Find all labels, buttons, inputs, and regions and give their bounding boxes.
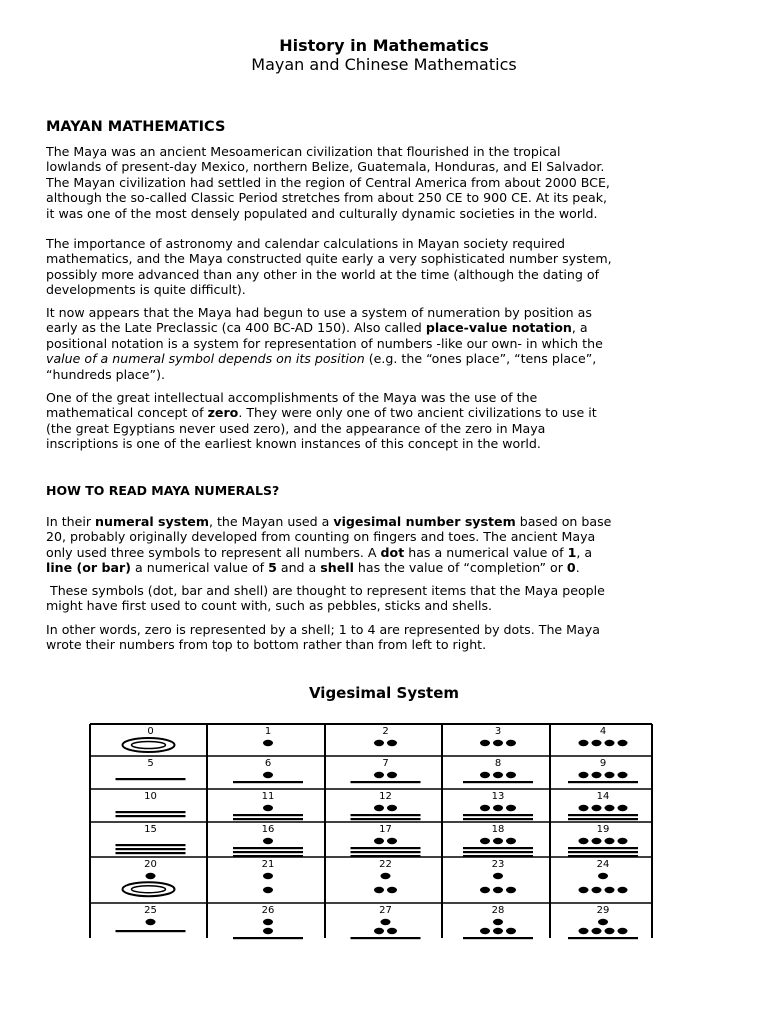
document-title: History in Mathematics [279, 36, 489, 55]
text-span: based on base [515, 514, 612, 529]
numeral-label: 29 [596, 905, 610, 916]
text-span: , the Mayan used a [208, 514, 334, 529]
maya-dot [579, 740, 589, 746]
table-title: Vigesimal System [308, 684, 460, 702]
text-span: , a [571, 320, 588, 336]
maya-dot [592, 740, 602, 746]
text-span: (e.g. the “ones place”, “tens place”, [364, 351, 597, 367]
maya-dot [506, 928, 516, 934]
maya-dot [374, 838, 384, 844]
maya-dot [618, 928, 628, 934]
maya-bar [463, 937, 533, 939]
maya-bar [568, 855, 638, 857]
numeral-label: 12 [379, 791, 392, 802]
section-heading-mayan-mathematics: MAYAN MATHEMATICS [46, 119, 226, 135]
maya-dot [605, 928, 615, 934]
maya-dot [592, 838, 602, 844]
maya-bar [233, 781, 303, 783]
maya-dot [146, 919, 156, 925]
numeral-label: 13 [491, 791, 505, 802]
text-line: it was one of the most densely populated and culturally dynamic societies in the world. [46, 205, 598, 221]
maya-dot [618, 740, 628, 746]
maya-dot [506, 887, 516, 893]
maya-bar [233, 847, 303, 849]
numeral-label: 21 [261, 859, 275, 870]
text-line: The Mayan civilization had settled in the region of Central America from about 2000 BCE, [46, 174, 610, 190]
maya-dot [493, 740, 503, 746]
maya-bar [116, 778, 186, 780]
maya-bar [568, 781, 638, 783]
maya-dot [506, 838, 516, 844]
maya-bar [116, 811, 186, 813]
numeral-label: 27 [379, 905, 392, 916]
maya-dot [263, 928, 273, 934]
maya-dot [387, 928, 397, 934]
numeral-label: 2 [382, 726, 389, 737]
maya-dot [579, 805, 589, 811]
numeral-label: 24 [596, 859, 610, 870]
maya-bar [463, 847, 533, 849]
document-subtitle: Mayan and Chinese Mathematics [251, 55, 517, 74]
numeral-label: 1 [264, 726, 272, 737]
maya-bar [463, 855, 533, 857]
numeral-label: 9 [599, 758, 607, 769]
maya-dot [387, 772, 397, 778]
maya-bar [116, 852, 186, 854]
maya-dot [387, 740, 397, 746]
maya-shell [123, 882, 175, 896]
maya-bar [351, 818, 421, 820]
maya-bar [351, 937, 421, 939]
numeral-label: 26 [261, 905, 275, 916]
maya-bar [351, 814, 421, 816]
numeral-label: 16 [261, 824, 275, 835]
maya-bar [233, 818, 303, 820]
maya-dot [387, 805, 397, 811]
maya-bar [233, 855, 303, 857]
maya-dot [506, 740, 516, 746]
maya-dot [605, 772, 615, 778]
text-span: has the value of “completion” or [353, 560, 567, 576]
maya-dot [493, 887, 503, 893]
bold-term-zero: zero [207, 405, 239, 421]
text-line: The importance of astronomy and calendar calculations in Mayan society required [46, 236, 565, 251]
maya-bar [351, 851, 421, 853]
maya-dot [263, 873, 273, 879]
numeral-label: 20 [144, 859, 157, 870]
text-line: In other words, zero is represented by a shell; 1 to 4 are represented by dots. The Maya [46, 622, 600, 637]
text-line: It now appears that the Maya had begun to use a system of numeration by position as [46, 305, 592, 320]
maya-dot [605, 740, 615, 746]
maya-dot [374, 772, 384, 778]
maya-dot [480, 740, 490, 746]
maya-dot [579, 887, 589, 893]
maya-bar [351, 781, 421, 783]
text-line: positional notation is a system for representation of numbers -like our own- in which the [46, 335, 603, 351]
numeral-label: 8 [494, 758, 502, 769]
maya-bar [351, 855, 421, 857]
maya-dot [263, 805, 273, 811]
maya-bar [233, 814, 303, 816]
text-span: In their [46, 514, 96, 529]
numeral-label: 23 [491, 859, 505, 870]
maya-shell-inner [132, 742, 166, 749]
text-line: might have first used to count with, such as pebbles, sticks and shells. [46, 598, 493, 614]
text-span: . They were only one of two ancient civilizations to use it [238, 405, 597, 421]
bold-value-five: 5 [268, 560, 277, 576]
maya-dot [579, 838, 589, 844]
maya-dot [263, 887, 273, 893]
numeral-label: 18 [491, 824, 505, 835]
section-heading-read-numerals: HOW TO READ MAYA NUMERALS? [46, 483, 280, 498]
text-line: although the so-called Classic Period stretches from about 250 CE to 900 CE. At its peak, [46, 190, 608, 206]
maya-bar [463, 814, 533, 816]
text-line: 20, probably originally developed from counting on fingers and toes. The ancient Maya [46, 529, 596, 545]
maya-dot [387, 838, 397, 844]
maya-dot [146, 873, 156, 879]
text-span: . [575, 560, 580, 576]
maya-dot [579, 928, 589, 934]
numeral-label: 25 [144, 905, 157, 916]
numeral-label: 17 [379, 824, 392, 835]
maya-bar [233, 937, 303, 939]
maya-dot [592, 928, 602, 934]
bold-value-zero: 0 [566, 560, 576, 576]
text-line: lowlands of present-day Mexico, northern Belize, Guatemala, Honduras, and El Salvador. [46, 159, 605, 175]
maya-dot [605, 838, 615, 844]
maya-bar [351, 847, 421, 849]
maya-dot [493, 838, 503, 844]
text-line: developments is quite difficult). [46, 282, 246, 298]
maya-bar [568, 937, 638, 939]
text-line: inscriptions is one of the earliest known instances of this concept in the world. [46, 436, 541, 452]
maya-bar [568, 847, 638, 849]
numeral-label: 4 [599, 726, 607, 737]
maya-bar [463, 818, 533, 820]
maya-dot [263, 919, 273, 925]
maya-dot [381, 919, 391, 925]
numeral-label: 14 [596, 791, 610, 802]
maya-bar [116, 930, 186, 932]
maya-dot [387, 887, 397, 893]
numeral-label: 10 [144, 791, 157, 802]
maya-dot [618, 887, 628, 893]
bold-term-numeral-system: numeral system [95, 514, 209, 529]
maya-bar [568, 818, 638, 820]
maya-dot [263, 772, 273, 778]
text-span: and a [276, 560, 321, 576]
maya-dot [374, 928, 384, 934]
maya-dot [493, 772, 503, 778]
text-span: mathematical concept of [46, 405, 208, 421]
maya-dot [618, 772, 628, 778]
maya-dot [263, 740, 273, 746]
text-line: The Maya was an ancient Mesoamerican civilization that flourished in the tropical [46, 144, 561, 159]
bold-term-place-value-notation: place-value notation [425, 320, 572, 336]
text-line: possibly more advanced than any other in the world at the time (although the dating of [46, 266, 600, 282]
text-line: mathematics, and the Maya constructed quite early a very sophisticated number system, [46, 251, 612, 267]
text-span: has a numerical value of [404, 544, 568, 560]
maya-dot [480, 887, 490, 893]
numeral-label: 0 [147, 726, 154, 737]
bold-term-dot: dot [380, 544, 405, 560]
numeral-label: 28 [491, 905, 505, 916]
maya-dot [480, 838, 490, 844]
text-span: , a [576, 544, 593, 560]
text-line: (the great Egyptians never used zero), and the appearance of the zero in Maya [46, 420, 546, 436]
numeral-label: 7 [382, 758, 389, 769]
numeral-label: 5 [147, 758, 154, 769]
numeral-label: 11 [261, 791, 275, 802]
maya-dot [605, 805, 615, 811]
bold-term-vigesimal: vigesimal number system [333, 514, 516, 529]
italic-phrase: value of a numeral symbol depends on its position [46, 351, 365, 367]
maya-dot [592, 887, 602, 893]
maya-dot [598, 873, 608, 879]
text-span: only used three symbols to represent all numbers. A [46, 544, 381, 560]
maya-bar [116, 815, 186, 817]
text-line: These symbols (dot, bar and shell) are thought to represent items that the Maya people [46, 583, 605, 598]
text-span: a numerical value of [131, 560, 269, 576]
maya-bar [568, 814, 638, 816]
maya-bar [568, 851, 638, 853]
maya-shell [123, 738, 175, 752]
maya-dot [618, 838, 628, 844]
maya-dot [506, 805, 516, 811]
maya-dot [480, 772, 490, 778]
text-span: early as the Late Preclassic (ca 400 BC-AD 150). Also called [46, 320, 426, 336]
bold-value-one: 1 [567, 544, 577, 560]
maya-dot [374, 805, 384, 811]
maya-dot [493, 873, 503, 879]
maya-dot [493, 928, 503, 934]
text-line: “hundreds place”). [46, 366, 165, 382]
maya-dot [579, 772, 589, 778]
maya-dot [263, 838, 273, 844]
maya-bar [463, 781, 533, 783]
maya-dot [605, 887, 615, 893]
maya-dot [374, 740, 384, 746]
bold-term-shell: shell [320, 560, 354, 576]
maya-dot [598, 919, 608, 925]
maya-bar [116, 844, 186, 846]
maya-dot [493, 805, 503, 811]
numeral-label: 15 [144, 824, 157, 835]
text-line: One of the great intellectual accomplishments of the Maya was the use of the [46, 390, 538, 405]
numeral-label: 3 [494, 726, 502, 737]
numeral-label: 22 [379, 859, 392, 870]
numeral-label: 6 [264, 758, 272, 769]
maya-dot [493, 919, 503, 925]
numeral-label: 19 [596, 824, 610, 835]
maya-dot [374, 887, 384, 893]
maya-dot [592, 805, 602, 811]
text-line: wrote their numbers from top to bottom rather than from left to right. [46, 637, 487, 653]
maya-bar [116, 848, 186, 850]
maya-dot [381, 873, 391, 879]
bold-term-line: line (or bar) [46, 560, 132, 576]
maya-dot [480, 805, 490, 811]
maya-shell-inner [132, 886, 166, 893]
maya-dot [506, 772, 516, 778]
maya-dot [480, 928, 490, 934]
maya-dot [592, 772, 602, 778]
maya-bar [463, 851, 533, 853]
maya-dot [618, 805, 628, 811]
maya-bar [233, 851, 303, 853]
